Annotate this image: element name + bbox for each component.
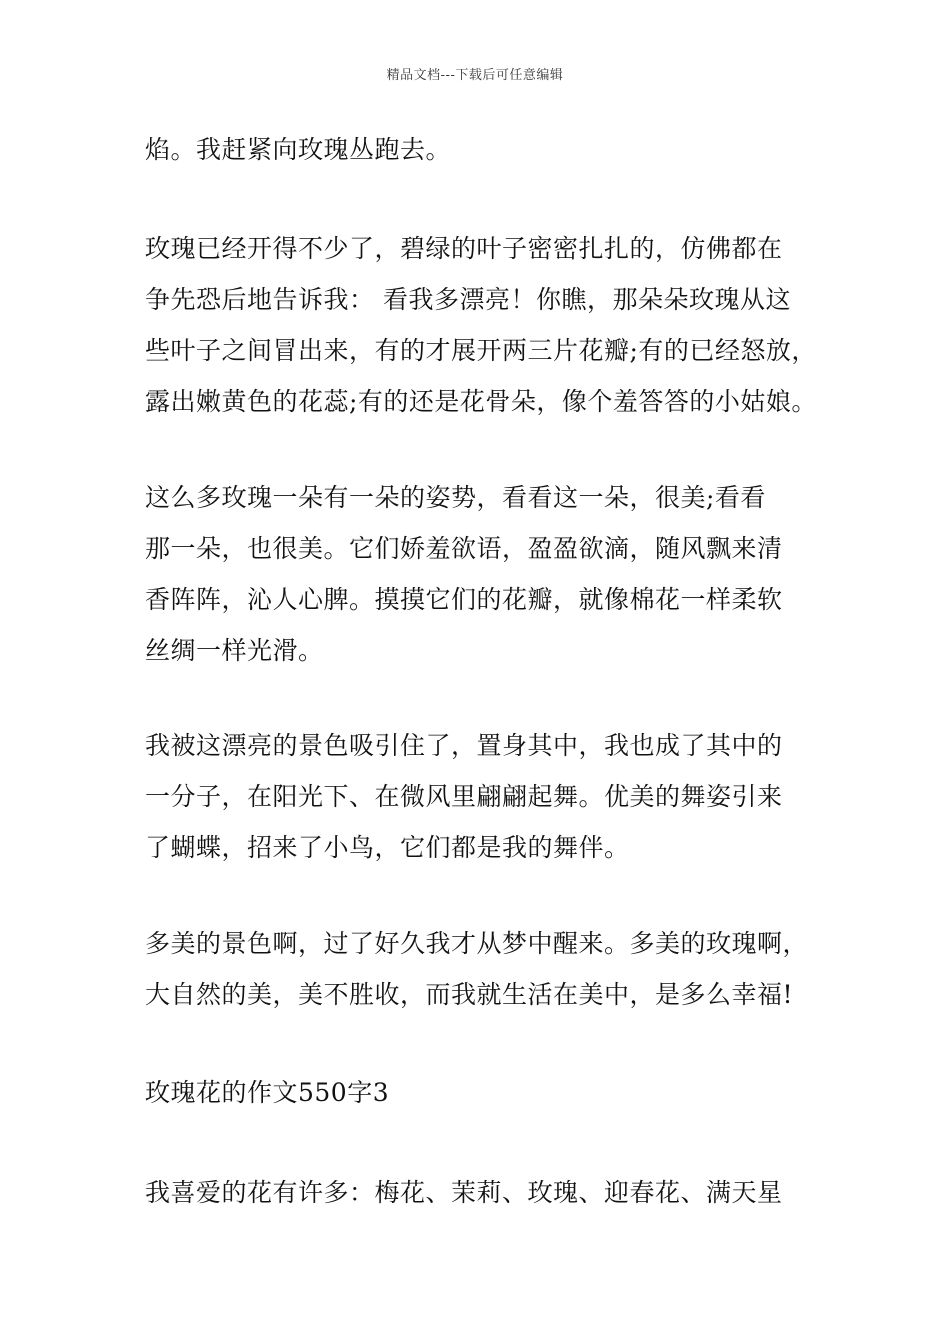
- page-header: 精品文档---下载后可任意编辑: [386, 68, 564, 83]
- text-line: 多美的景色啊，过了好久我才从梦中醒来。多美的玫瑰啊，: [145, 929, 809, 958]
- text-line: 争先恐后地告诉我： 看我多漂亮！你瞧，那朵朵玫瑰从这: [145, 285, 791, 314]
- text-line: 了蝴蝶，招来了小鸟，它们都是我的舞伴。: [145, 833, 630, 862]
- text-line: 我喜爱的花有许多：梅花、茉莉、玫瑰、迎春花、满天星: [145, 1178, 783, 1207]
- text-line: 丝绸一样光滑。: [145, 636, 324, 665]
- text-line: 些叶子之间冒出来，有的才展开两三片花瓣;有的已经怒放，: [145, 336, 817, 365]
- section-title: 玫瑰花的作文550字3: [145, 1078, 390, 1107]
- text-line: 大自然的美，美不胜收，而我就生活在美中，是多么幸福!: [145, 980, 794, 1009]
- text-line: 玫瑰已经开得不少了，碧绿的叶子密密扎扎的，仿佛都在: [145, 234, 783, 263]
- text-line: 这么多玫瑰一朵有一朵的姿势，看看这一朵，很美;看看: [145, 483, 766, 512]
- text-line: 香阵阵，沁人心脾。摸摸它们的花瓣，就像棉花一样柔软: [145, 585, 783, 614]
- text-line: 露出嫩黄色的花蕊;有的还是花骨朵，像个羞答答的小姑娘。: [145, 387, 817, 416]
- text-line: 我被这漂亮的景色吸引住了，置身其中，我也成了其中的: [145, 731, 783, 760]
- text-line: 焰。我赶紧向玫瑰丛跑去。: [145, 135, 452, 164]
- text-line: 一分子，在阳光下、在微风里翩翩起舞。优美的舞姿引来: [145, 782, 783, 811]
- text-line: 那一朵，也很美。它们娇羞欲语，盈盈欲滴，随风飘来清: [145, 534, 783, 563]
